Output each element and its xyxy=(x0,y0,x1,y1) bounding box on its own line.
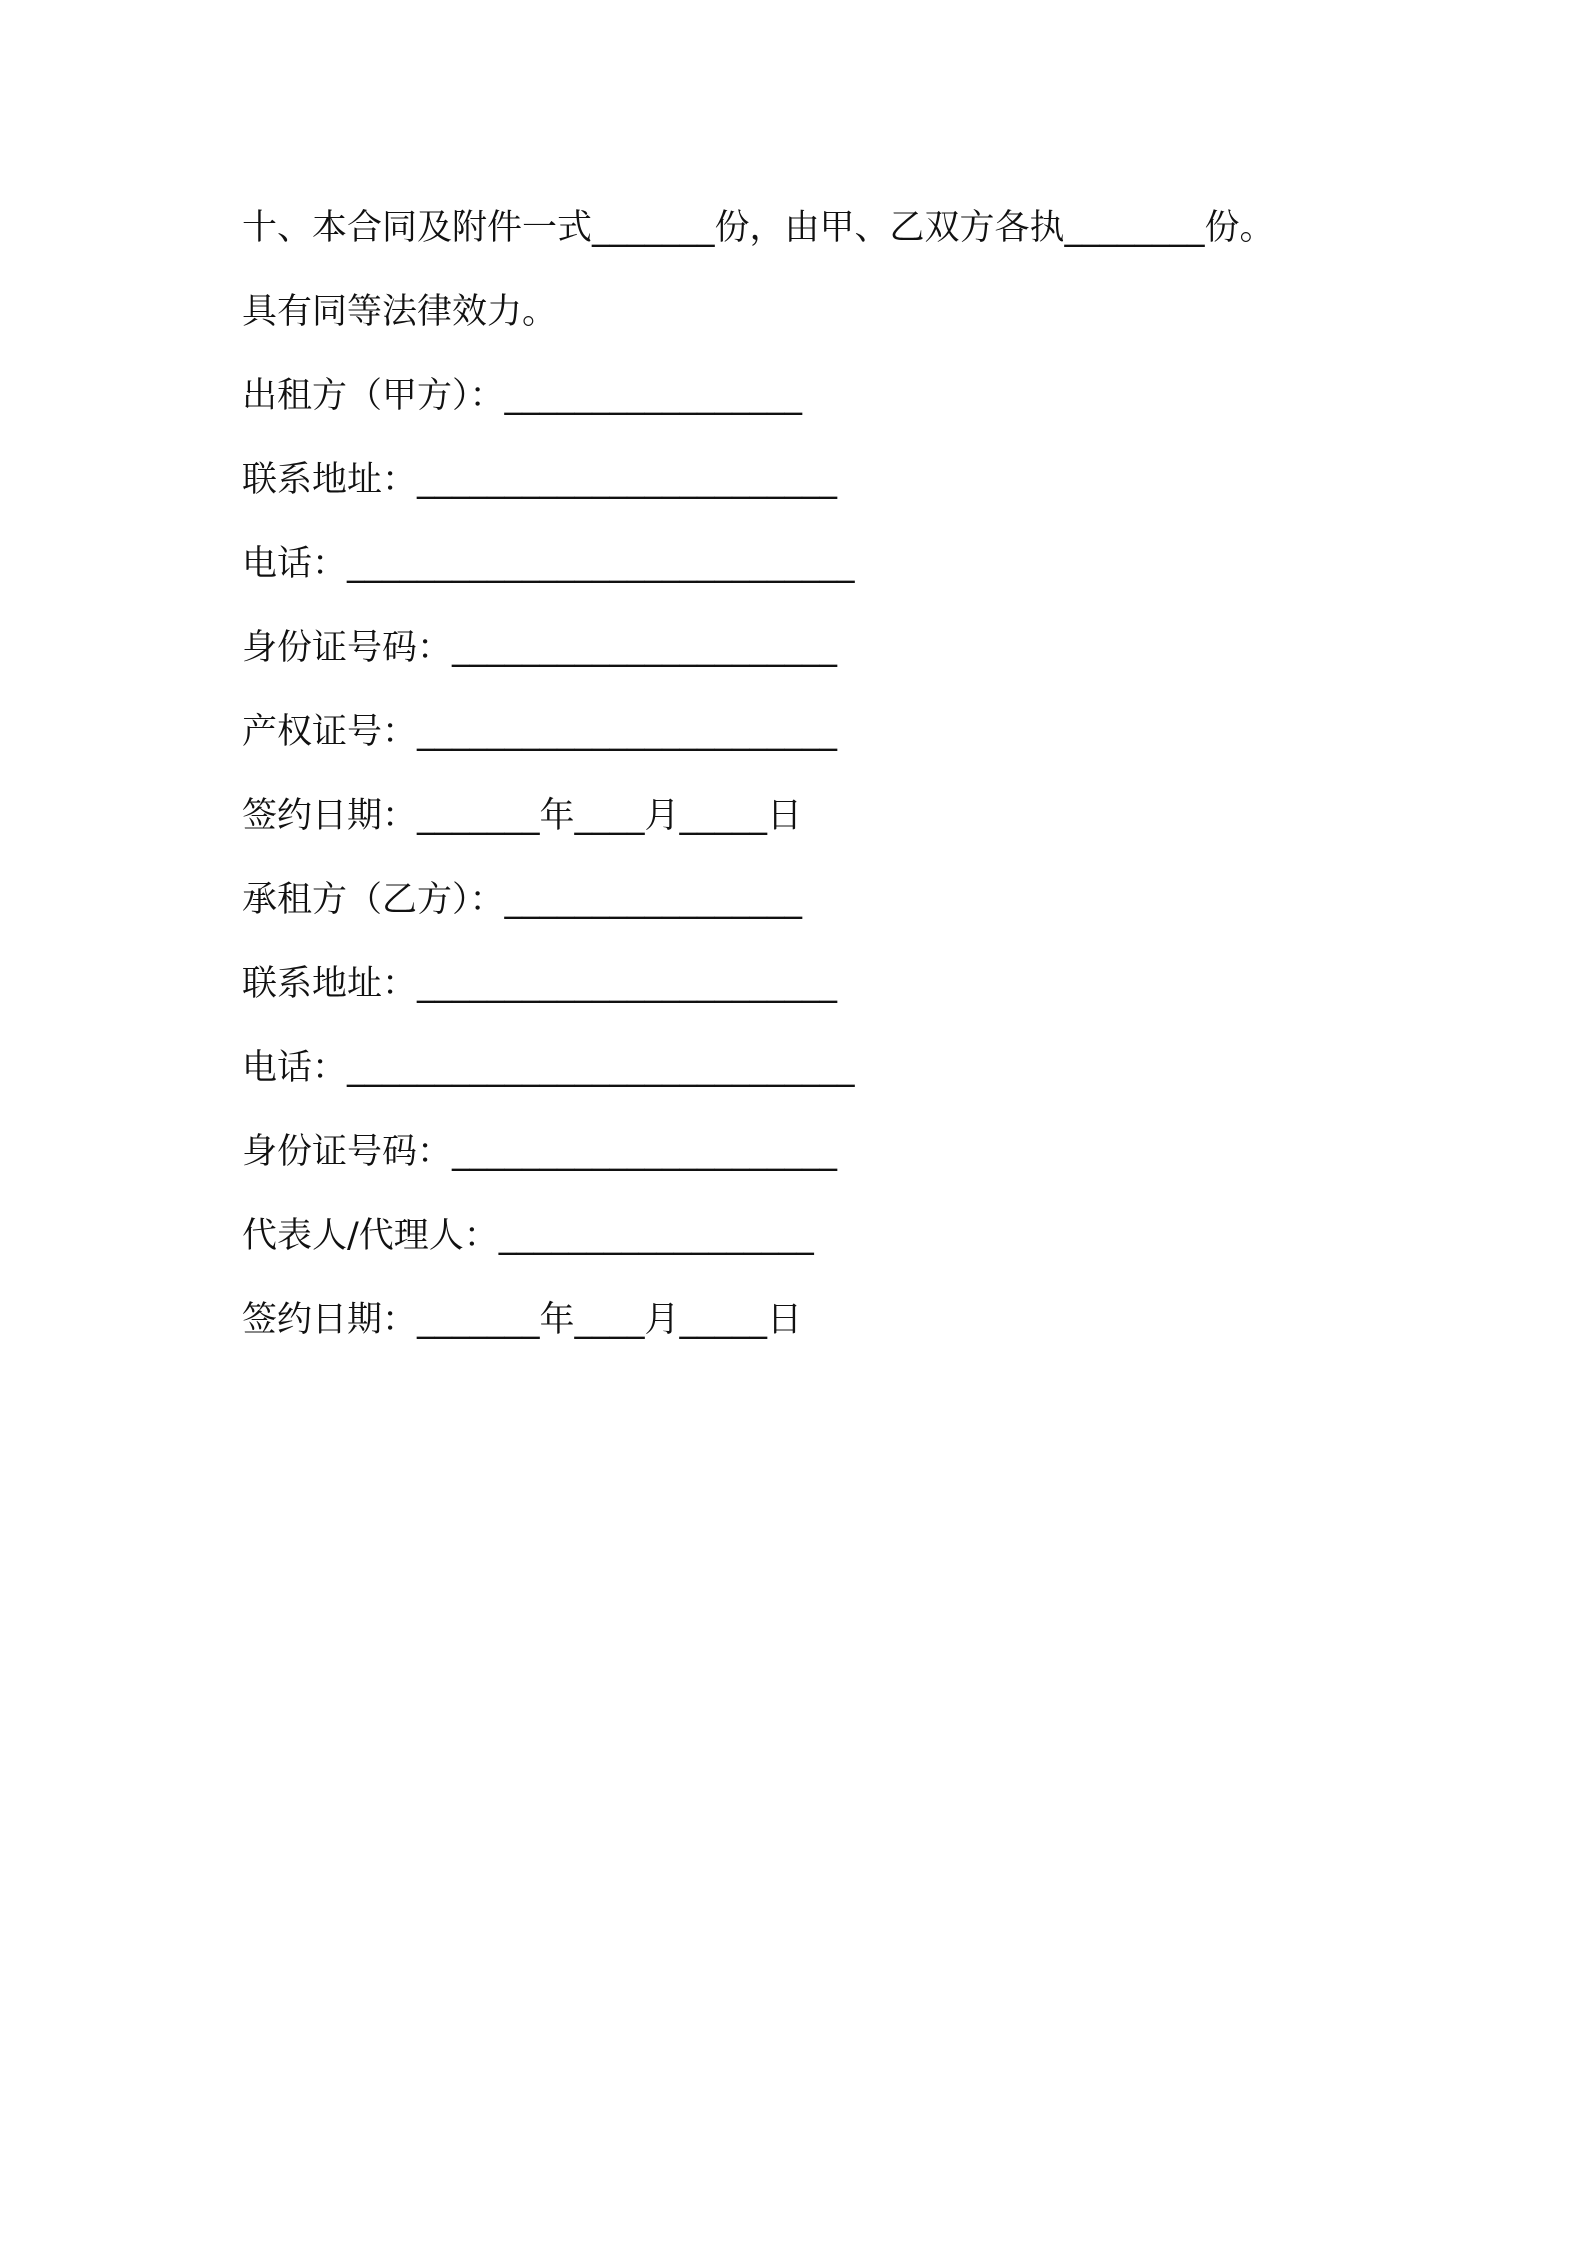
lessor-heading: 出租方（甲方）：_________________ xyxy=(242,376,803,416)
lessor-address-field: 联系地址：________________________ xyxy=(242,460,838,500)
clause-ten-line: 十、本合同及附件一式_______份，由甲、乙双方各执________份。 xyxy=(242,208,1275,248)
lessor-sign-date-field: 签约日期：_______年____月_____日 xyxy=(242,796,803,836)
lessee-heading: 承租方（乙方）：_________________ xyxy=(242,880,803,920)
lessor-id-number-field: 身份证号码：______________________ xyxy=(242,628,838,668)
lessee-agent-field: 代表人/代理人：__________________ xyxy=(242,1216,814,1256)
lessee-id-number-field: 身份证号码：______________________ xyxy=(242,1132,838,1172)
contract-text-block xyxy=(242,198,1402,1374)
legal-effect-line: 具有同等法律效力。 xyxy=(242,292,558,332)
lessor-property-cert-field: 产权证号：________________________ xyxy=(242,712,838,752)
lessee-phone-field: 电话：_____________________________ xyxy=(242,1048,855,1088)
lessee-address-field: 联系地址：________________________ xyxy=(242,964,838,1004)
lessee-sign-date-field: 签约日期：_______年____月_____日 xyxy=(242,1300,803,1340)
lessor-phone-field: 电话：_____________________________ xyxy=(242,544,855,584)
